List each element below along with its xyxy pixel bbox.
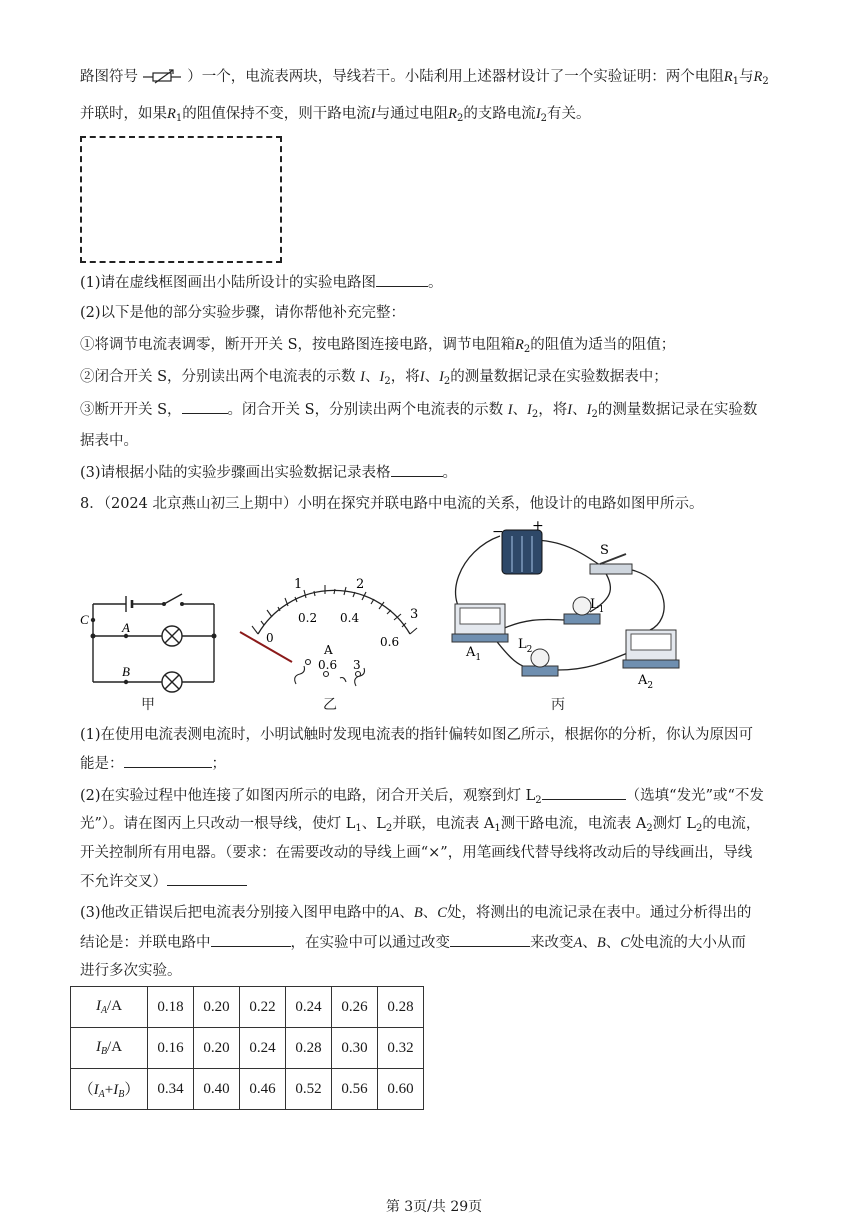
answer-3 [80, 903, 751, 923]
table-cell: 0.28 [378, 987, 424, 1028]
var: I [419, 369, 425, 385]
var: I [379, 369, 385, 385]
question-3 [80, 462, 457, 483]
scale-top-2: 2 [356, 577, 365, 592]
scale-bottom-0: 0 [266, 631, 274, 645]
scale-bottom-0.4: 0.4 [340, 611, 360, 625]
ammeter-dial-yi [230, 574, 430, 694]
scale-bottom-0.6: 0.6 [380, 635, 400, 649]
scale-bottom-0.2: 0.2 [298, 611, 318, 625]
sub: 1 [494, 823, 501, 834]
text: (3)他改正错误后把电流表分别接入图甲电路中的 [80, 905, 391, 921]
answer-2-cont2 [80, 843, 752, 863]
text: 测干路电流，电流表 A [500, 816, 647, 832]
answer-2-cont [80, 814, 760, 839]
physical-circuit-bing [440, 520, 680, 700]
label-B: B [122, 664, 130, 679]
text: 开关控制所有用电器。（要求：在需要改动的导线上画“×”，用笔画线代替导线将改动后的导线画出，导线 [80, 845, 753, 861]
var: I [360, 369, 365, 385]
battery-plus: + [532, 520, 544, 534]
text: 、 [512, 402, 528, 418]
step-1 [80, 335, 675, 360]
table-cell: 0.18 [148, 987, 194, 1028]
figure-label-bing: 丙 [551, 697, 565, 713]
page-footer: 第 3页/共 29页 [385, 1199, 483, 1215]
answer-blank[interactable] [211, 932, 291, 947]
answer-blank[interactable] [450, 932, 530, 947]
text: (3)请根据小陆的实验步骤画出实验数据记录表格 [80, 465, 391, 481]
answer-blank[interactable] [167, 871, 247, 886]
terminal-A: A [324, 643, 333, 657]
sub: 2 [646, 823, 653, 834]
sub: 1 [175, 113, 183, 124]
text: 、 [422, 905, 438, 921]
sub: 2 [443, 376, 451, 387]
var: R [167, 106, 176, 122]
label-L2: $L_2$ [518, 637, 533, 655]
figure-label-yi: 乙 [323, 697, 337, 713]
table-cell: 0.26 [332, 987, 378, 1028]
answer-2-cont3 [80, 871, 247, 892]
answer-blank[interactable] [376, 272, 428, 287]
switch-label: S [600, 543, 609, 558]
var: B [413, 905, 423, 921]
label-A: A [122, 620, 130, 635]
text: 并联，电流表 A [392, 816, 495, 832]
row-header: $(I_A+I_B)$ [71, 1069, 148, 1110]
text: ； [211, 756, 226, 772]
text: 8．（2024 北京燕山初三上期中）小明在探究并联电路中电流的关系，他设计的电路如图甲所示。 [80, 496, 704, 512]
sub: 1 [355, 823, 362, 834]
text: 来改变 [530, 935, 574, 951]
sub: 2 [762, 76, 769, 87]
table-row [71, 987, 424, 1028]
text: 与 [738, 69, 754, 85]
text: 。 [428, 275, 443, 291]
answer-3-cont [80, 932, 746, 953]
text: 、 [399, 905, 414, 921]
text-line-2 [80, 104, 591, 129]
step-3 [80, 399, 757, 425]
text: ）一个，电流表两块，导线若干。小陆利用上述器材设计了一个实验证明：两个电阻 [187, 69, 724, 85]
text: (1)在使用电流表测电流时，小明试触时发现电流表的指针偏转如图乙所示，根据你的分析，你认为原因可 [80, 727, 754, 743]
answer-blank[interactable] [124, 753, 212, 768]
var: A [573, 935, 583, 951]
answer-dashed-box[interactable] [80, 136, 282, 263]
text: ③断开开关 S， [80, 402, 182, 418]
scale-top-1: 1 [294, 577, 303, 592]
text: 路图符号 [80, 69, 138, 85]
text: 测灯 L [652, 816, 696, 832]
table-cell: 0.20 [194, 987, 240, 1028]
text: 、 [424, 369, 440, 385]
text: 、L [361, 816, 386, 832]
answer-blank[interactable] [542, 785, 626, 800]
text: ，将 [538, 402, 568, 418]
label-A2: $A_2$ [638, 673, 654, 691]
text: 不允许交叉） [80, 874, 167, 890]
label-A1: $A_1$ [466, 645, 482, 663]
text: (2)以下是他的部分实验步骤，请你帮他补充完整： [80, 305, 406, 321]
text: 、 [582, 935, 597, 951]
text: 处，将测出的电流记录在表中。通过分析得出的 [446, 905, 752, 921]
var: I [507, 402, 513, 418]
var: R [515, 337, 524, 353]
table-cell: 0.56 [332, 1069, 378, 1110]
var: I [527, 402, 532, 418]
rheostat-symbol-icon [143, 68, 183, 84]
text: （选填“发光”或“不发 [625, 788, 764, 804]
table-cell: 0.22 [240, 987, 286, 1028]
terminal-0.6: 0.6 [318, 658, 338, 672]
text: 的阻值保持不变，则干路电流 [182, 106, 371, 122]
ammeter-a1-icon [452, 604, 508, 642]
table-cell: 0.46 [240, 1069, 286, 1110]
text: 。闭合开关 S，分别读出两个电流表的示数 [227, 402, 504, 418]
table-cell: 0.30 [332, 1028, 378, 1069]
text: 的测量数据记录在实验数据表中； [450, 369, 668, 385]
var: C [620, 935, 630, 951]
text: 进行多次实验。 [80, 963, 182, 979]
label-C: C [80, 612, 89, 627]
answer-3-cont2 [80, 961, 182, 981]
question-2 [80, 303, 405, 323]
scale-top-3: 3 [410, 607, 419, 622]
text: 的支路电流 [463, 106, 536, 122]
label-L1: $L_1$ [590, 597, 605, 615]
row-header: $I_B/A$ [71, 1028, 148, 1069]
table-cell: 0.20 [194, 1028, 240, 1069]
terminal-3: 3 [353, 658, 361, 672]
var: R [448, 106, 457, 122]
sub: 2 [531, 409, 539, 420]
text: 。 [442, 465, 458, 481]
table-cell: 0.60 [378, 1069, 424, 1110]
text: 光”）。请在图丙上只改动一根导线，使灯 L [80, 816, 356, 832]
text: 并联时，如果 [80, 106, 167, 122]
text: 的测量数据记录在实验数 [597, 402, 758, 418]
text: 的电流， [702, 816, 761, 832]
battery-minus: − [492, 524, 504, 540]
var: I [439, 369, 444, 385]
text: 、 [365, 369, 380, 385]
text: 处电流的大小从而 [629, 935, 746, 951]
table-row [71, 1069, 424, 1110]
answer-1 [80, 725, 753, 745]
circuit-diagram-jia [78, 590, 223, 710]
table-cell: 0.24 [286, 987, 332, 1028]
sub: 2 [456, 113, 464, 124]
table-cell: 0.16 [148, 1028, 194, 1069]
sub: 2 [535, 795, 542, 806]
text: (1)请在虚线框图画出小陆所设计的实验电路图 [80, 275, 377, 291]
var: R [723, 69, 733, 85]
var: C [437, 905, 447, 921]
answer-blank[interactable] [391, 462, 443, 477]
text: 据表中。 [80, 433, 138, 449]
text: 能是： [80, 756, 124, 772]
text: ，将 [390, 369, 420, 385]
text: (2)在实验过程中他连接了如图丙所示的电路，闭合开关后，观察到灯 L [80, 788, 536, 804]
text: 有关。 [547, 106, 591, 122]
text: ，在实验中可以通过改变 [290, 935, 450, 951]
text-line-1 [80, 67, 769, 92]
sub: 2 [523, 344, 531, 355]
var: A [390, 905, 400, 921]
sub: 2 [385, 823, 393, 834]
text: 、 [572, 402, 587, 418]
step-2 [80, 367, 668, 392]
answer-1-cont [80, 753, 226, 774]
sub: 2 [591, 409, 598, 420]
var: I [370, 106, 376, 122]
var: I [567, 402, 573, 418]
current-data-table [70, 986, 424, 1110]
sub: 2 [384, 376, 391, 387]
text: ②闭合开关 S，分别读出两个电流表的示数 [80, 369, 356, 385]
table-cell: 0.52 [286, 1069, 332, 1110]
text: 与通过电阻 [375, 106, 449, 122]
row-header: $I_A/A$ [71, 987, 148, 1028]
table-cell: 0.40 [194, 1069, 240, 1110]
text: 的阻值为适当的阻值； [530, 337, 676, 353]
problem-8-title [80, 494, 703, 514]
text: 结论是：并联电路中 [80, 935, 211, 951]
sub: 1 [732, 76, 739, 87]
figure-label-jia: 甲 [141, 697, 155, 713]
var: I [535, 106, 541, 122]
table-cell: 0.34 [148, 1069, 194, 1110]
ammeter-a2-icon [623, 630, 679, 668]
table-cell: 0.24 [240, 1028, 286, 1069]
text: 、 [605, 935, 621, 951]
text: ①将调节电流表调零，断开开关 S，按电路图连接电路，调节电阻箱 [80, 337, 516, 353]
var: I [586, 402, 592, 418]
sub: 2 [695, 823, 703, 834]
answer-blank[interactable] [182, 399, 228, 414]
question-1 [80, 272, 443, 293]
sub: 2 [540, 113, 548, 124]
battery-icon [502, 530, 542, 574]
step-3-cont [80, 431, 138, 451]
var: R [753, 69, 763, 85]
switch-icon [590, 554, 632, 574]
table-row [71, 1028, 424, 1069]
table-cell: 0.32 [378, 1028, 424, 1069]
table-cell: 0.28 [286, 1028, 332, 1069]
answer-2 [80, 785, 764, 811]
var: B [596, 935, 606, 951]
